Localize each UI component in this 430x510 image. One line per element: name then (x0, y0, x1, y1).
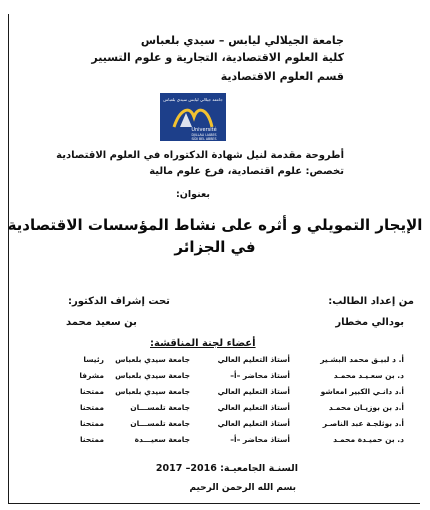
committee-row (30, 355, 404, 370)
member-institution: جامعة سيدي بلعباس (115, 371, 190, 380)
committee-row (30, 371, 404, 386)
logo-text-fr-1: Université (191, 127, 217, 133)
member-name: أ. د لبيـق محمد البشـير (320, 355, 404, 364)
committee-heading: أعضاء لجنة المناقشة: (150, 338, 256, 349)
university-logo (160, 93, 226, 141)
member-rank: أستاذ التعليم العالي (217, 419, 290, 428)
member-name: د. بن سعـيـد محمـد (333, 371, 404, 380)
academic-year: السنـة الجامعيـة: 2016– 2017 (155, 463, 298, 474)
member-name: د. بن حميـدة محمـد (333, 435, 404, 444)
member-institution: جامعة تلمســـان (130, 403, 190, 412)
member-role: ممتحنا (79, 419, 104, 428)
supervisor-label: تحت إشراف الدكتور: (68, 296, 170, 307)
faculty-name: كلية العلوم الاقتصادية، التجارية و علوم التسيير (91, 51, 344, 64)
department-name: قسم العلوم الاقتصادية (220, 70, 344, 83)
member-rank: أستاذ محاضر –أ– (230, 435, 290, 444)
member-rank: أستاذ التعليم العالي (217, 355, 290, 364)
member-name: أ.د بن بوزيـان محمـد (328, 403, 404, 412)
member-institution: جامعة سيدي بلعباس (115, 387, 190, 396)
logo-text-fr-3: SIDI BEL ABBES (191, 137, 217, 141)
committee-row (30, 403, 404, 418)
university-name: جامعة الجيلالي ليابس – سيدي بلعباس (140, 34, 344, 47)
member-name: أ.د بوثلجـة عبد الناصـر (322, 419, 404, 428)
member-role: ممتحنا (79, 435, 104, 444)
member-role: مشرفا (79, 371, 104, 380)
member-role: رئيسا (83, 355, 104, 364)
student-name: بودالي مخطار (335, 317, 404, 328)
committee-row (30, 419, 404, 434)
committee-row (30, 387, 404, 402)
member-institution: جامعة سيدي بلعباس (115, 355, 190, 364)
member-role: ممتحنا (79, 403, 104, 412)
thesis-title-line-1: الإيجار التمويلي و أثره على نشاط المؤسسات الاقتصادية (7, 216, 423, 234)
basmala: بسم الله الرحمن الرحيم (189, 483, 296, 493)
member-rank: أستاذ محاضر –أ– (230, 371, 290, 380)
member-institution: جامعة تلمســـان (130, 419, 190, 428)
prepared-by-label: من إعداد الطالب: (328, 296, 414, 307)
logo-text-ar: جامعة جيلالي ليابس سيدي بلعباس (163, 97, 223, 102)
member-rank: أستاذ التعليم العالي (217, 387, 290, 396)
logo-text-fr-2: DJILLALI LIABES (191, 133, 217, 137)
member-rank: أستاذ التعليم العالي (217, 403, 290, 412)
thesis-purpose: أطروحة مقدمة لنيل شهادة الدكتوراه في العلوم الاقتصادية (56, 150, 344, 161)
member-institution: جامعة سعيـــدة (134, 435, 190, 444)
title-label: بعنوان: (176, 189, 210, 200)
member-name: أ.د دانـي الكبير امعاشو (320, 387, 404, 396)
supervisor-name: بن سعيد محمد (66, 317, 137, 328)
thesis-specialty: تخصص: علوم اقتصادية، فرع علوم مالية (149, 166, 344, 177)
committee-row (30, 435, 404, 450)
thesis-title-line-2: في الجزائر (174, 238, 256, 256)
member-role: ممتحنا (79, 387, 104, 396)
